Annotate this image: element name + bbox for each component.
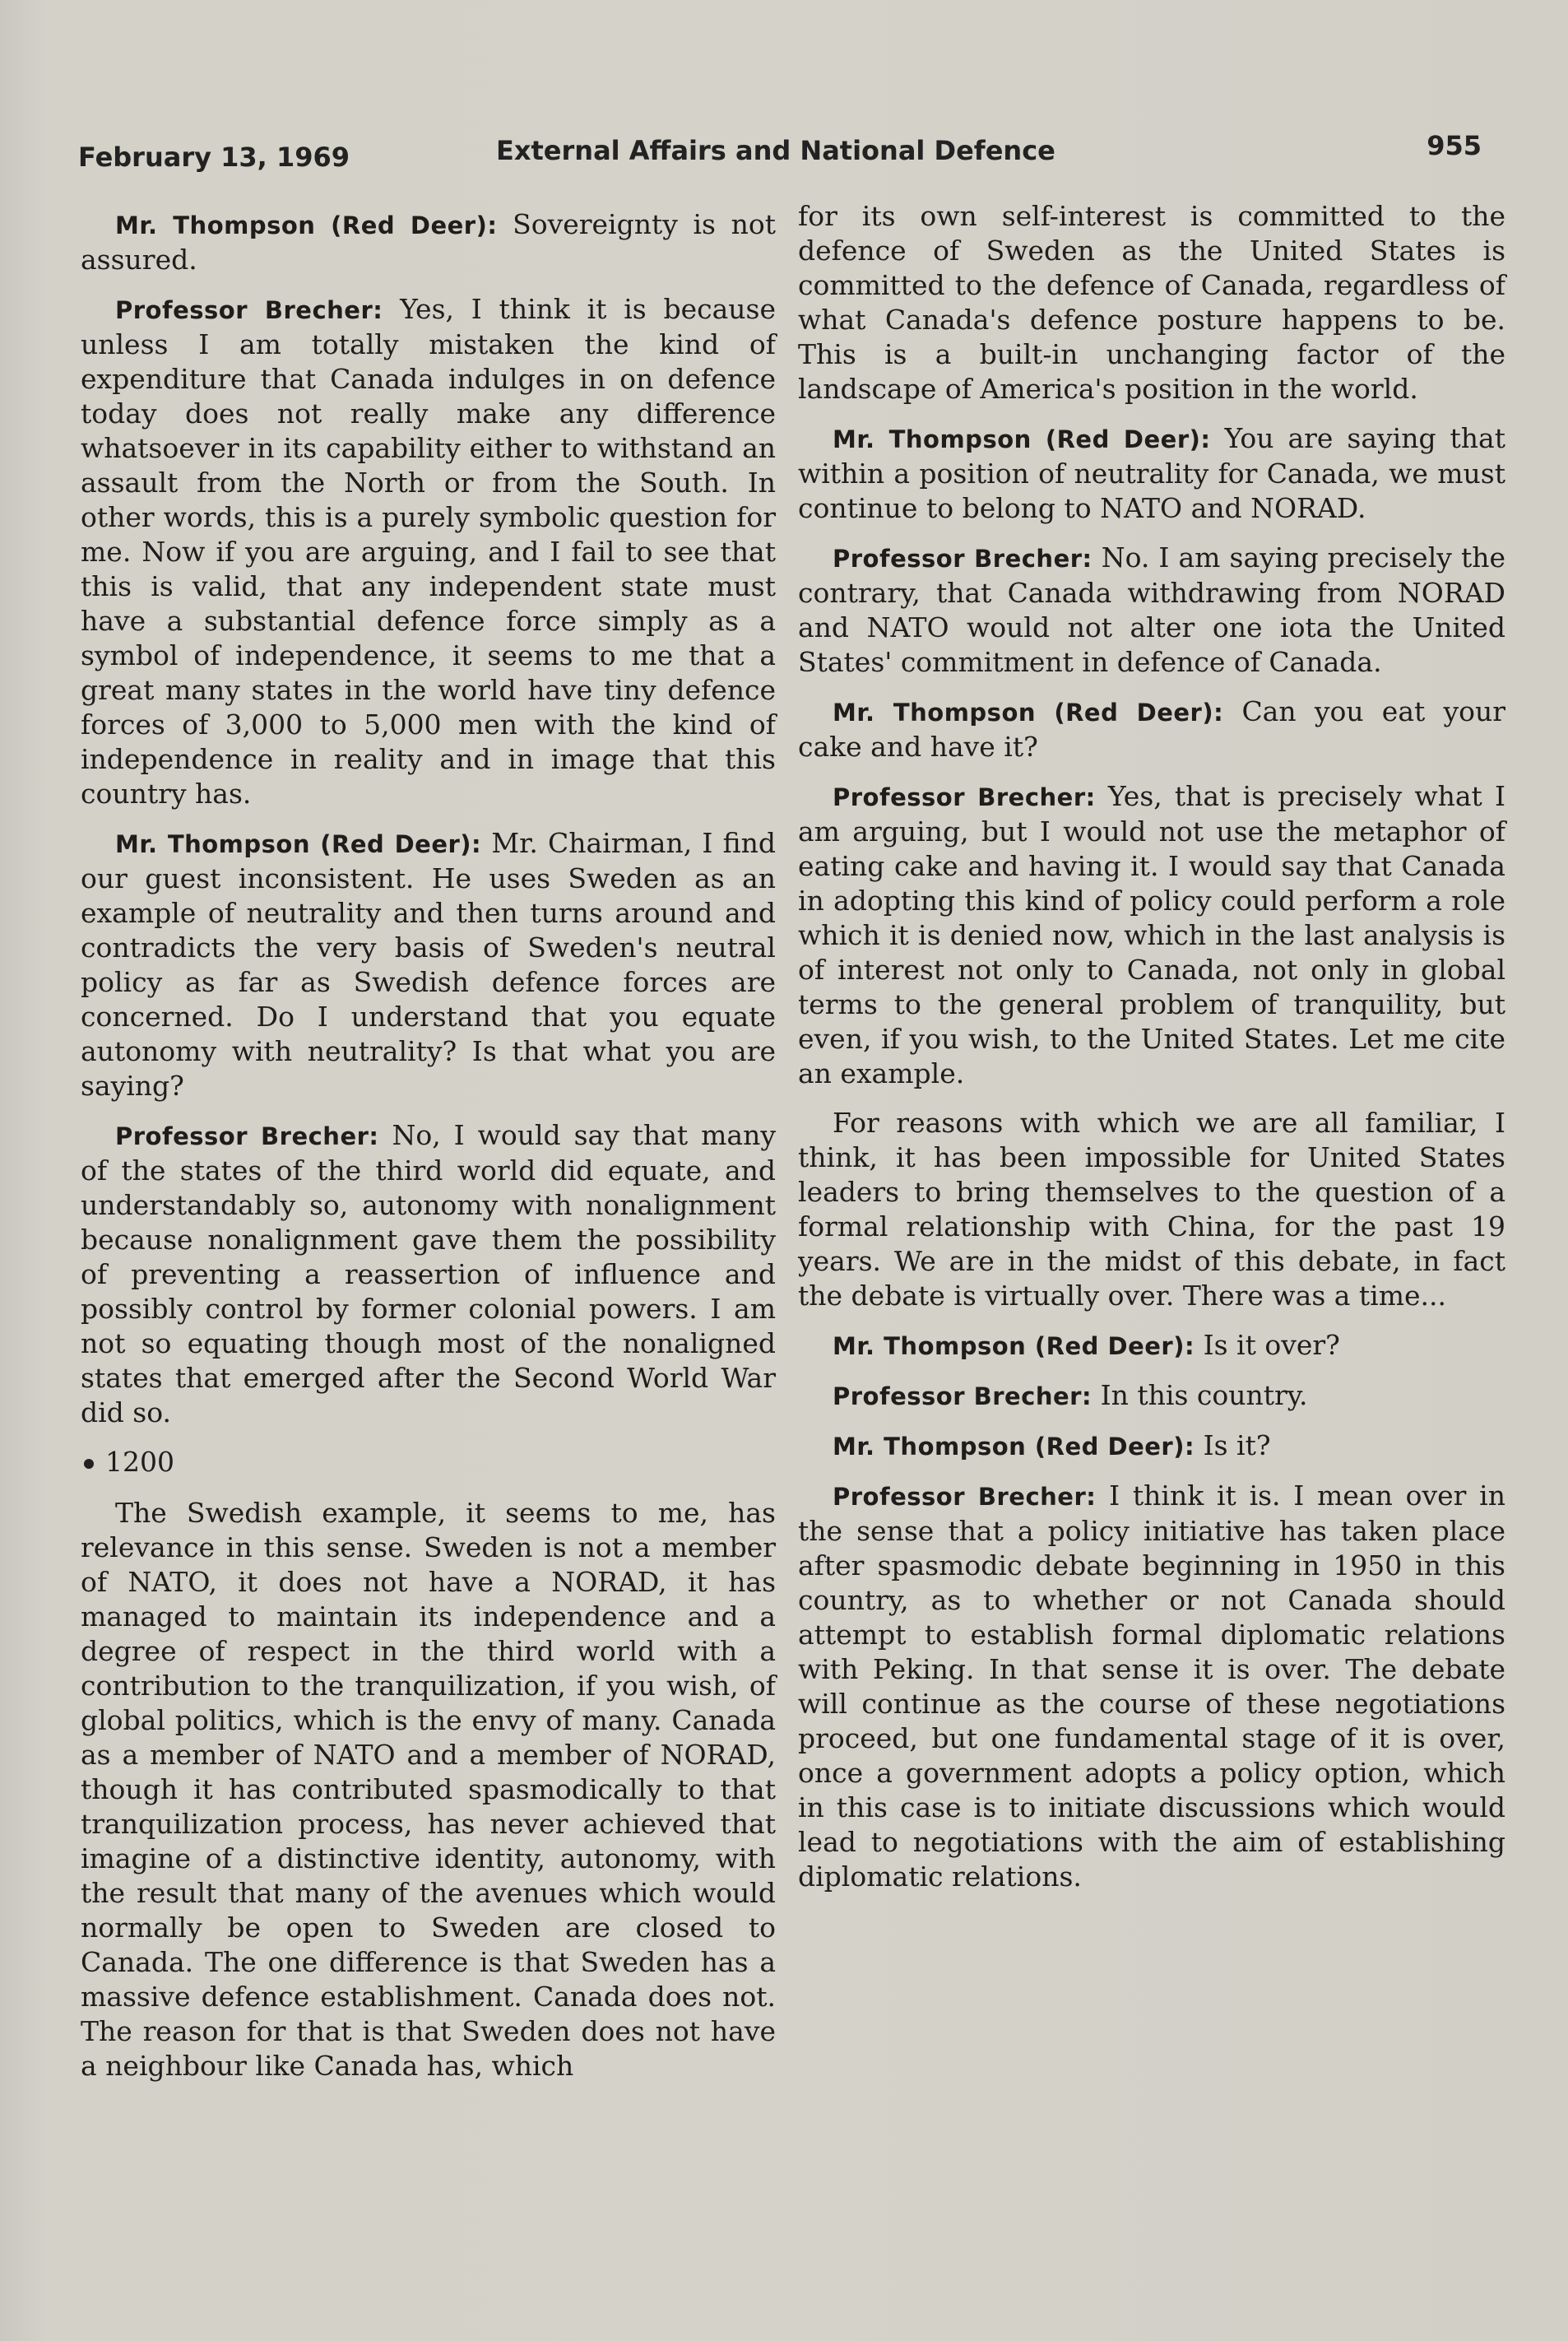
paragraph [81,1118,776,1430]
paragraph [798,1479,1505,1894]
paragraph-text: for its own self-interest is committed to the defence of Sweden as the United States is committed to the defence of Canada, regardless of what Canada's defence posture happens to be. This is a built-in unchanging factor of the landscape of America's position in the world. [798,200,1505,405]
speaker-name: Mr. Thompson (Red Deer): [833,699,1224,727]
paragraph [798,1106,1505,1313]
speaker-name: Professor Brecher: [115,1122,379,1150]
paragraph [81,207,776,277]
speaker-name: Professor Brecher: [833,545,1092,573]
paragraph [798,1378,1505,1414]
paragraph-text: No. I am saying precisely the contrary, that Canada withdrawing from NORAD and NATO would not alter one iota the United States' commitment in defence of Canada. [798,541,1505,678]
paragraph-text: Mr. Chairman, I find our guest inconsistent. He uses Sweden as an example of neutrality and then turns around and contradicts the very basis of Sweden's neutral policy as far as Swedish defence forces are concerned. Do I understand that you equate autonomy with neutrality? Is that what you are saying? [81,827,777,1102]
speaker-name: Mr. Thompson (Red Deer): [833,1433,1195,1461]
speaker-name: Professor Brecher: [833,1382,1092,1410]
paragraph-text: Yes, that is precisely what I am arguing, but I would not use the metaphor of eating cake and having it. I would say that Canada in adopting this kind of policy could perform a role which it is denied now, which in the last analysis is of interest not only to Canada, not only in global terms to the general problem of tranquility, but even, if you wish, to the United States. Let me cite an example. [798,780,1505,1089]
paragraph [798,421,1505,526]
paragraph [81,1496,776,2083]
paragraph [798,1428,1505,1464]
paragraph-text: Sovereignty is not assured. [81,208,776,276]
paragraph-text: I think it is. I mean over in the sense that a policy initiative has taken place after spasmodic debate beginning in 1950 in this country, as to whether or not Canada should attempt to establish formal diplomatic relations with Peking. In that sense it is over. The debate will continue as the course of these negotiations proceed, but one fundamental stage of it is over, once a government adopts a policy option, which in this case is to initiate discussions which would lead to negotiations with the aim of establishing diplomatic relations. [798,1479,1505,1893]
header-title: External Affairs and National Defence [496,135,1055,166]
paragraph [81,292,776,811]
speaker-name: Professor Brecher: [833,783,1096,811]
speaker-name: Mr. Thompson (Red Deer): [833,1332,1195,1360]
paragraph-text: Can you eat your cake and have it? [798,695,1506,763]
page-number: 955 [1427,130,1482,161]
paragraph-text: No, I would say that many of the states of the third world did equate, and understandably so, autonomy with nonalignment because nonalignment gave them the possibility of preventing a reassertion of influence and possibly control by former colonial powers. I am not so equating though most of the nonaligned states that emerged after the Second World War did so. [81,1119,776,1428]
paragraph-text: Is it over? [1203,1329,1340,1361]
speaker-name: Mr. Thompson (Red Deer): [115,211,498,239]
paragraph [798,694,1505,764]
speaker-name: Professor Brecher: [833,1483,1097,1511]
paragraph-text: Is it? [1203,1429,1271,1461]
paragraph-text: In this country. [1100,1379,1308,1411]
paragraph-text: The Swedish example, it seems to me, has relevance in this sense. Sweden is not a member of NATO, it does not have a NORAD, it has managed to maintain its independence and a degree of respect in the third world with a contribution to the tranquilization, if you wish, of global politics, which is the envy of many. Canada as a member of NATO and a member of NORAD, though it has contributed spasmodically to that tranquilization process, has never achieved that imagine of a distinctive identity, autonomy, with the result that many of the avenues which would normally be open to Sweden are closed to Canada. The one difference is that Sweden has a massive defence establishment. Canada does not. The reason for that is that Sweden does not have a neighbour like Canada has, which [81,1497,776,2082]
paragraph-text: You are saying that within a position of neutrality for Canada, we must continue to belong to NATO and NORAD. [798,422,1505,524]
speaker-name: Professor Brecher: [115,296,383,324]
header-date: February 13, 1969 [78,142,350,173]
paragraph-text: Yes, I think it is because unless I am totally mistaken the kind of expenditure that Canada indulges in on defence today does not really make any difference whatsoever in its capability either to withstand an assault from the North or from the South. In other words, this is a purely symbolic question for me. Now if you are arguing, and I fail to see that this is valid, that any independent state must have a substantial defence force simply as a symbol of independence, it seems to me that a great many states in the world have tiny defence forces of 3,000 to 5,000 men with the kind of independence in reality and in image that this country has. [81,293,776,810]
left-column [81,207,776,2098]
paragraph [81,826,776,1103]
time-marker [84,1445,776,1479]
paragraph [798,779,1505,1091]
speaker-name: Mr. Thompson (Red Deer): [115,830,482,858]
continued-paragraph [798,199,1505,406]
speaker-name: Mr. Thompson (Red Deer): [833,425,1211,453]
bullet-icon [84,1459,94,1469]
time-marker-text: 1200 [105,1446,174,1478]
paragraph [798,541,1505,680]
paragraph-text: For reasons with which we are all familiar, I think, it has been impossible for United States leaders to bring themselves to the question of a formal relationship with China, for the past 19 years. We are in the midst of this debate, in fact the debate is virtually over. There was a time... [798,1107,1505,1312]
paragraph [798,1328,1505,1363]
right-column [798,199,1505,1909]
running-header [78,130,1482,171]
